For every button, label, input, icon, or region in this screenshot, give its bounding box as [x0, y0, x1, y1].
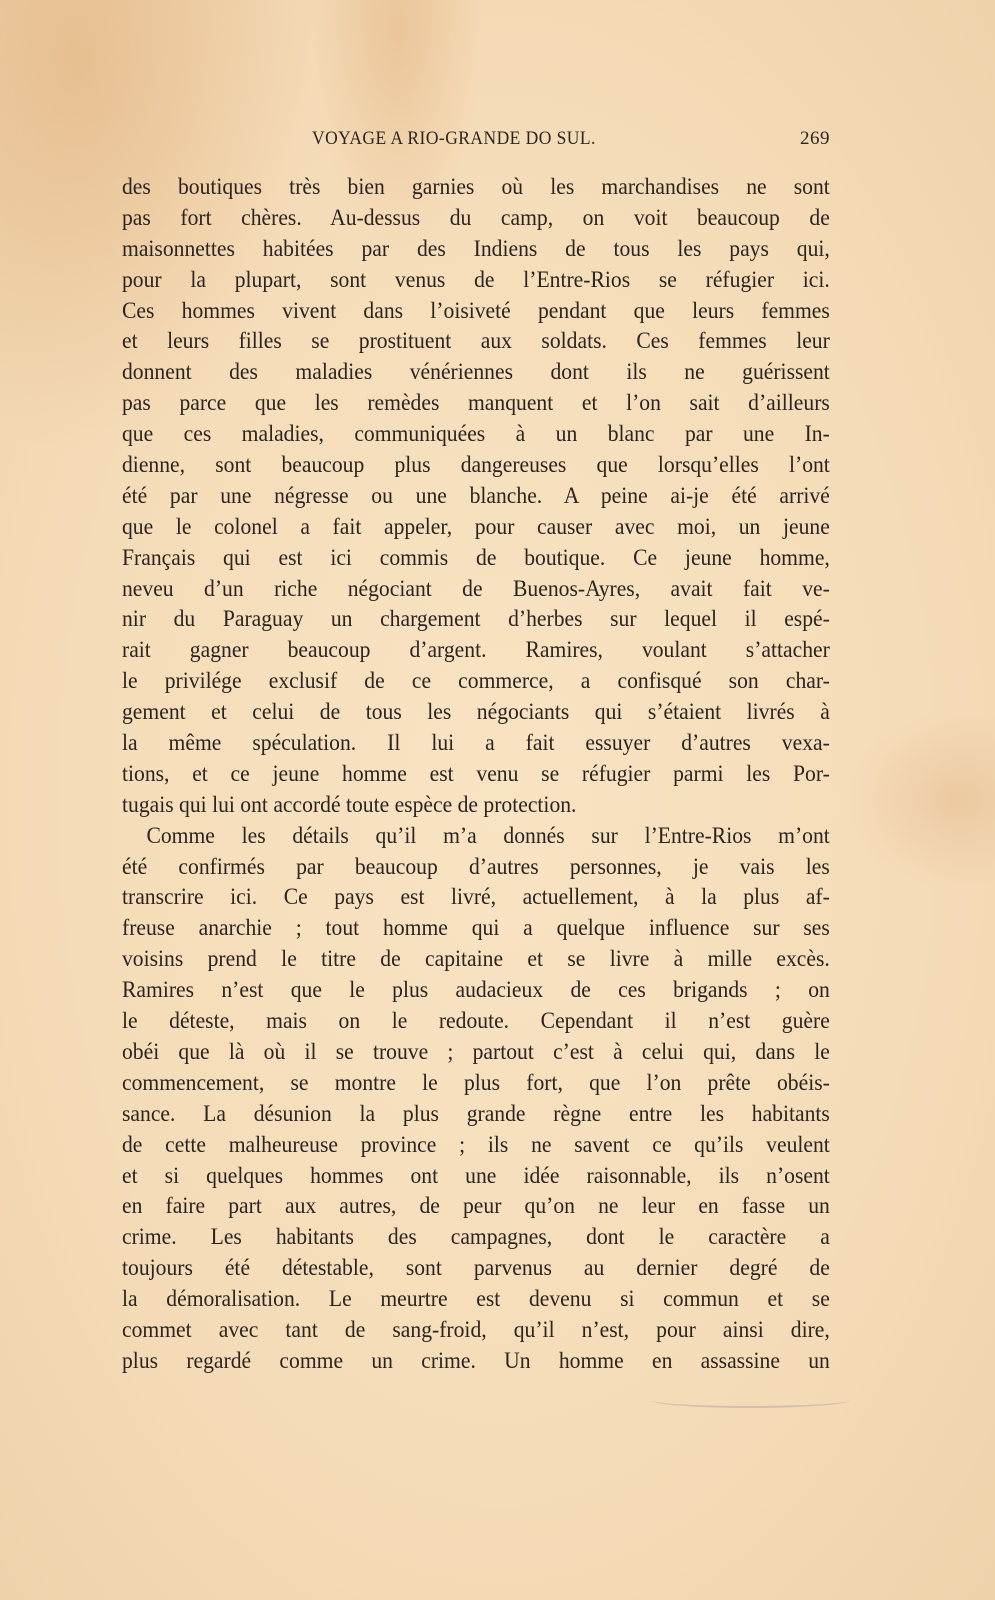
text-line: toujours été détestable, sont parvenus au dernier degré de — [122, 1255, 830, 1281]
text-line: été confirmés par beaucoup d’autres personnes, je vais les — [122, 853, 830, 879]
text-line: en faire part aux autres, de peur qu’on ne leur en fasse un — [122, 1193, 830, 1219]
paragraph-start-line: Comme les détails qu’il m’a donnés sur l’Entre-Rios m’ont — [146, 822, 830, 848]
text-line: voisins prend le titre de capitaine et se livre à mille excès. — [122, 946, 830, 972]
text-line: nir du Paraguay un chargement d’herbes sur lequel il espé- — [122, 606, 830, 632]
text-line: de cette malheureuse province ; ils ne savent ce qu’ils veulent — [122, 1131, 830, 1157]
text-line: plus regardé comme un crime. Un homme en assassine un — [122, 1347, 830, 1373]
text-line: maisonnettes habitées par des Indiens de tous les pays qui, — [122, 235, 830, 261]
text-line: transcrire ici. Ce pays est livré, actuellement, à la plus af- — [122, 884, 830, 910]
text-line: Ces hommes vivent dans l’oisiveté pendant que leurs femmes — [122, 297, 830, 323]
text-line: que le colonel a fait appeler, pour causer avec moi, un jeune — [122, 513, 830, 539]
text-line: commet avec tant de sang-froid, qu’il n’est, pour ainsi dire, — [122, 1316, 830, 1342]
text-line: été par une négresse ou une blanche. A peine ai-je été arrivé — [122, 482, 830, 508]
text-line: Ramires n’est que le plus audacieux de ces brigands ; on — [122, 977, 830, 1003]
text-line: gement et celui de tous les négociants qui s’étaient livrés à — [122, 699, 830, 725]
paragraph-end-line: tugais qui lui ont accordé toute espèce de protection. — [122, 791, 577, 817]
text-line: neveu d’un riche négociant de Buenos-Ayres, avait fait ve- — [122, 575, 830, 601]
text-line: dienne, sont beaucoup plus dangereuses que lorsqu’elles l’ont — [122, 452, 830, 478]
page-number: 269 — [800, 128, 830, 149]
text-line: le déteste, mais on le redoute. Cependant il n’est guère — [122, 1008, 830, 1034]
text-line: et si quelques hommes ont une idée raisonnable, ils n’osent — [122, 1162, 830, 1188]
text-line: pour la plupart, sont venus de l’Entre-Rios se réfugier ici. — [122, 266, 830, 292]
running-title: VOYAGE A RIO-GRANDE DO SUL. — [312, 128, 596, 149]
text-line: rait gagner beaucoup d’argent. Ramires, voulant s’attacher — [122, 637, 830, 663]
text-line: tions, et ce jeune homme est venu se réfugier parmi les Por- — [122, 760, 830, 786]
text-line: que ces maladies, communiquées à un blanc par une In- — [122, 421, 830, 447]
text-line: donnent des maladies vénériennes dont ils ne guérissent — [122, 359, 830, 385]
text-line: obéi que là où il se trouve ; partout c’est à celui qui, dans le — [122, 1038, 830, 1064]
text-line: crime. Les habitants des campagnes, dont le caractère a — [122, 1224, 830, 1250]
text-line: la même spéculation. Il lui a fait essuyer d’autres vexa- — [122, 730, 830, 756]
text-line: la démoralisation. Le meurtre est devenu si commun et se — [122, 1286, 830, 1312]
text-line: freuse anarchie ; tout homme qui a quelque influence sur ses — [122, 915, 830, 941]
text-line: pas parce que les remèdes manquent et l’on sait d’ailleurs — [122, 390, 830, 416]
text-line: Français qui est ici commis de boutique. Ce jeune homme, — [122, 544, 830, 570]
text-line: commencement, se montre le plus fort, que l’on prête obéis- — [122, 1069, 830, 1095]
body-text — [122, 172, 830, 1377]
running-head — [122, 124, 830, 154]
text-line: des boutiques très bien garnies où les marchandises ne sont — [122, 174, 830, 199]
text-line: et leurs filles se prostituent aux soldats. Ces femmes leur — [122, 328, 830, 354]
text-line: le privilége exclusif de ce commerce, a confisqué son char- — [122, 668, 830, 694]
text-line: pas fort chères. Au-dessus du camp, on voit beaucoup de — [122, 204, 830, 230]
pencil-smudge — [650, 1392, 850, 1408]
text-line: sance. La désunion la plus grande règne entre les habitants — [122, 1100, 830, 1126]
